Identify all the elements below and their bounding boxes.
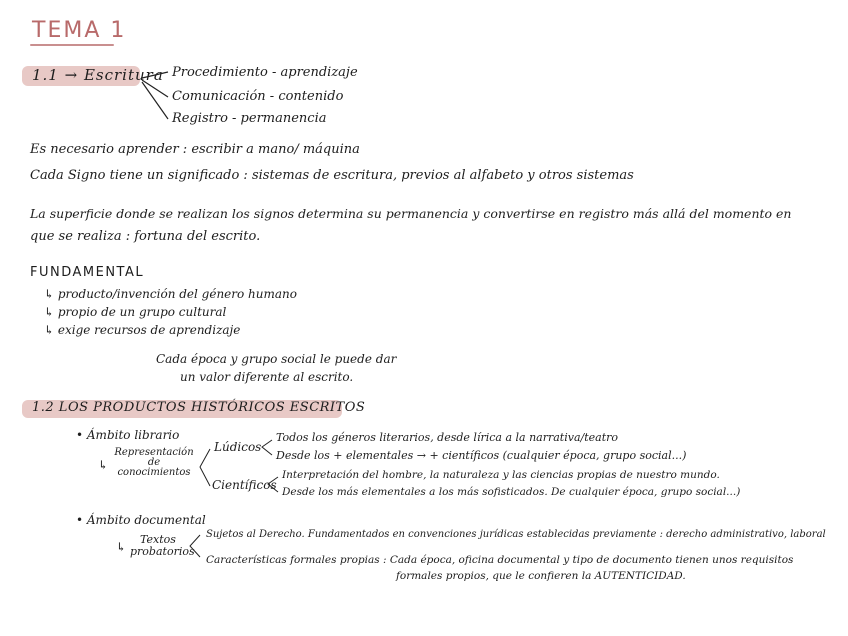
ludicos-label: Lúdicos xyxy=(214,440,262,454)
representacion-group-label xyxy=(112,448,196,478)
line-aprender: Es necesario aprender : escribir a mano/ máquina xyxy=(30,142,360,157)
branch-registro: Registro - permanencia xyxy=(172,111,327,126)
documental-line-2: Características formales propias : Cada época, oficina documental y tipo de documento tienen unos requisitos xyxy=(206,554,794,566)
probatorios-word: probatorios xyxy=(130,545,195,558)
conocimientos-word: conocimientos xyxy=(117,467,191,478)
fundamental-item-2: ↳ propio de un grupo cultural xyxy=(44,305,227,319)
section2-heading: 1.2 LOS PRODUCTOS HISTÓRICOS ESCRITOS xyxy=(32,400,366,415)
fundamental-item-1: ↳ producto/invención del género humano xyxy=(44,287,298,301)
para-superficie-1: La superficie donde se realizan los signos determina su permanencia y convertirse en registro más allá del momento en xyxy=(30,206,792,221)
representacion-word: Representación xyxy=(114,447,194,458)
para-superficie-2: que se realiza : fortuna del escrito. xyxy=(30,229,261,244)
cientificos-label: Científicos xyxy=(212,478,277,492)
cientificos-line-2: Desde los más elementales a los más sofisticados. De cualquier época, grupo social...) xyxy=(282,486,741,498)
textos-word: Textos xyxy=(140,533,176,546)
textos-arrow: ↳ xyxy=(116,540,127,554)
representacion-arrow: ↳ xyxy=(98,458,109,472)
ambito-librario-label: • Ámbito librario xyxy=(76,428,180,442)
ludicos-line-1: Todos los géneros literarios, desde lírica a la narrativa/teatro xyxy=(276,431,619,444)
ambito-documental-label: • Ámbito documental xyxy=(76,513,206,527)
branch-comunicacion: Comunicación - contenido xyxy=(172,89,344,104)
fundamental-title: FUNDAMENTAL xyxy=(30,265,145,280)
fundamental-item-3: ↳ exige recursos de aprendizaje xyxy=(44,323,241,337)
section1-heading: 1.1 → Escritura xyxy=(32,66,164,84)
branch-procedimiento: Procedimiento - aprendizaje xyxy=(172,65,358,80)
de-word: de xyxy=(147,457,161,468)
documental-line-3: formales propios, que le confieren la AUTENTICIDAD. xyxy=(396,570,686,582)
note-line-2: un valor diferente al escrito. xyxy=(180,370,354,384)
ludicos-line-2: Desde los + elementales → + científicos (cualquier época, grupo social...) xyxy=(276,449,687,462)
documental-line-1: Sujetos al Derecho. Fundamentados en convenciones jurídicas establecidas previamente : derecho administrativo, laboral xyxy=(206,529,826,540)
note-line-1: Cada época y grupo social le puede dar xyxy=(156,352,397,366)
cientificos-line-1: Interpretación del hombre, la naturaleza y las ciencias propias de nuestro mundo. xyxy=(282,469,720,481)
textos-group-label xyxy=(130,533,195,558)
line-signo: Cada Signo tiene un significado : sistemas de escritura, previos al alfabeto y otros sistemas xyxy=(30,168,634,183)
page-title: TEMA 1 xyxy=(32,18,127,43)
